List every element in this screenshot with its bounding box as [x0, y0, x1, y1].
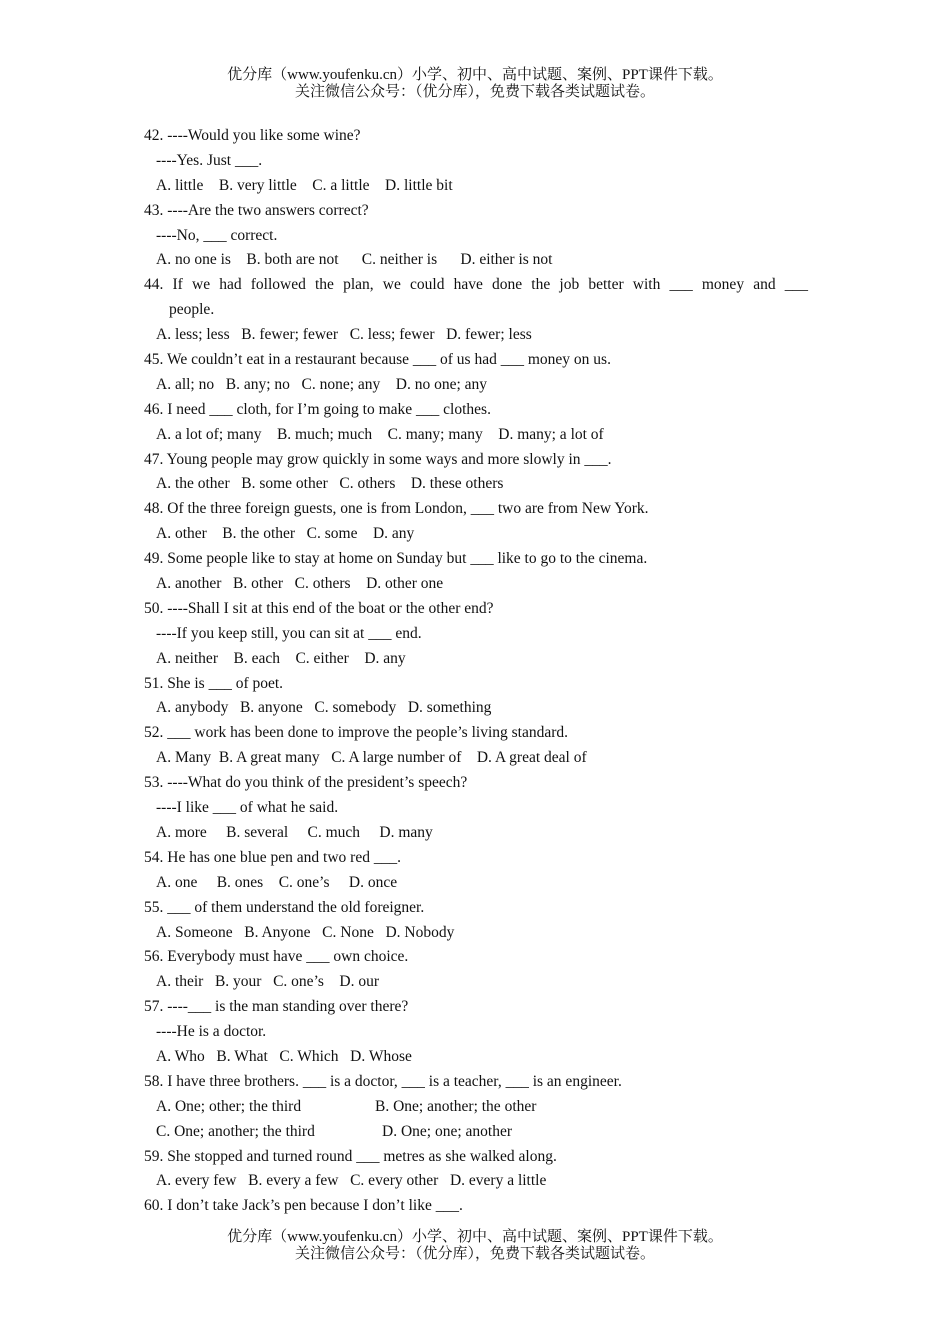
question-52-options: A. Many B. A great many C. A large number of D. A great deal of: [156, 749, 587, 767]
question-43-reply: ----No, ___ correct.: [156, 226, 278, 244]
question-57: 57. ----___ is the man standing over there?: [144, 998, 409, 1016]
header-line-1: 优分库（www.youfenku.cn）小学、初中、高中试题、案例、PPT课件下载。: [227, 67, 723, 83]
question-53-reply: ----I like ___ of what he said.: [156, 799, 339, 817]
question-42-options: A. little B. very little C. a little D. little bit: [156, 176, 453, 194]
question-54-options: A. one B. ones C. one’s D. once: [156, 873, 398, 891]
question-56-options: A. their B. your C. one’s D. our: [156, 973, 380, 991]
question-58-options-row-1: [144, 1095, 808, 1120]
question-53: 53. ----What do you think of the president’s speech?: [144, 774, 468, 792]
header-line-2: 关注微信公众号：（优分库），免费下载各类试题试卷。: [294, 84, 655, 100]
question-58-option-d: D. One; one; another: [382, 1122, 512, 1140]
question-48: 48. Of the three foreign guests, one is from London, ___ two are from New York.: [144, 500, 649, 518]
question-42-reply: ----Yes. Just ___.: [156, 151, 263, 169]
question-55: 55. ___ of them understand the old foreigner.: [144, 898, 425, 916]
question-58-options-row-2: [144, 1120, 808, 1145]
question-59-options: A. every few B. every a few C. every other D. every a little: [156, 1172, 547, 1190]
question-60: 60. I don’t take Jack’s pen because I don’t like ___.: [144, 1197, 463, 1215]
question-51-options: A. anybody B. anyone C. somebody D. something: [156, 699, 492, 717]
question-48-options: A. other B. the other C. some D. any: [156, 525, 415, 543]
question-43: 43. ----Are the two answers correct?: [144, 201, 369, 219]
question-44-continued: people.: [169, 301, 215, 319]
question-50-reply: ----If you keep still, you can sit at ___ end.: [156, 624, 422, 642]
question-49: 49. Some people like to stay at home on Sunday but ___ like to go to the cinema.: [144, 550, 648, 568]
page-header: [0, 67, 950, 101]
question-46: 46. I need ___ cloth, for I’m going to make ___ clothes.: [144, 400, 491, 418]
question-58-option-b: B. One; another; the other: [375, 1097, 537, 1115]
question-57-options: A. Who B. What C. Which D. Whose: [156, 1047, 412, 1065]
question-45-options: A. all; no B. any; no C. none; any D. no one; any: [156, 375, 488, 393]
question-55-options: A. Someone B. Anyone C. None D. Nobody: [156, 923, 455, 941]
question-56: 56. Everybody must have ___ own choice.: [144, 948, 409, 966]
question-43-options: A. no one is B. both are not C. neither is D. either is not: [156, 251, 553, 269]
question-42: 42. ----Would you like some wine?: [144, 127, 361, 144]
question-list: [144, 124, 808, 1219]
question-58-option-a: A. One; other; the third: [156, 1097, 302, 1115]
question-47: 47. Young people may grow quickly in some ways and more slowly in ___.: [144, 450, 612, 468]
footer-line-1: 优分库（www.youfenku.cn）小学、初中、高中试题、案例、PPT课件下载。: [227, 1229, 723, 1245]
question-57-reply: ----He is a doctor.: [156, 1023, 267, 1041]
question-50: 50. ----Shall I sit at this end of the boat or the other end?: [144, 599, 494, 617]
question-53-options: A. more B. several C. much D. many: [156, 823, 433, 841]
question-44-options: A. less; less B. fewer; fewer C. less; fewer D. fewer; less: [156, 326, 532, 344]
question-49-options: A. another B. other C. others D. other one: [156, 575, 444, 593]
question-54: 54. He has one blue pen and two red ___.: [144, 848, 401, 866]
question-58: 58. I have three brothers. ___ is a doctor, ___ is a teacher, ___ is an engineer.: [144, 1072, 622, 1090]
page-footer: [0, 1229, 950, 1263]
question-46-options: A. a lot of; many B. much; much C. many; many D. many; a lot of: [156, 425, 604, 443]
question-59: 59. She stopped and turned round ___ metres as she walked along.: [144, 1147, 557, 1165]
question-50-options: A. neither B. each C. either D. any: [156, 649, 406, 667]
question-44: 44. If we had followed the plan, we could have done the job better with ___ money and ___: [144, 276, 808, 294]
question-47-options: A. the other B. some other C. others D. these others: [156, 475, 504, 493]
question-58-option-c: C. One; another; the third: [156, 1122, 315, 1140]
footer-line-2: 关注微信公众号：（优分库），免费下载各类试题试卷。: [294, 1246, 655, 1262]
question-45: 45. We couldn’t eat in a restaurant because ___ of us had ___ money on us.: [144, 351, 611, 369]
question-51: 51. She is ___ of poet.: [144, 674, 284, 692]
question-52: 52. ___ work has been done to improve the people’s living standard.: [144, 724, 569, 742]
